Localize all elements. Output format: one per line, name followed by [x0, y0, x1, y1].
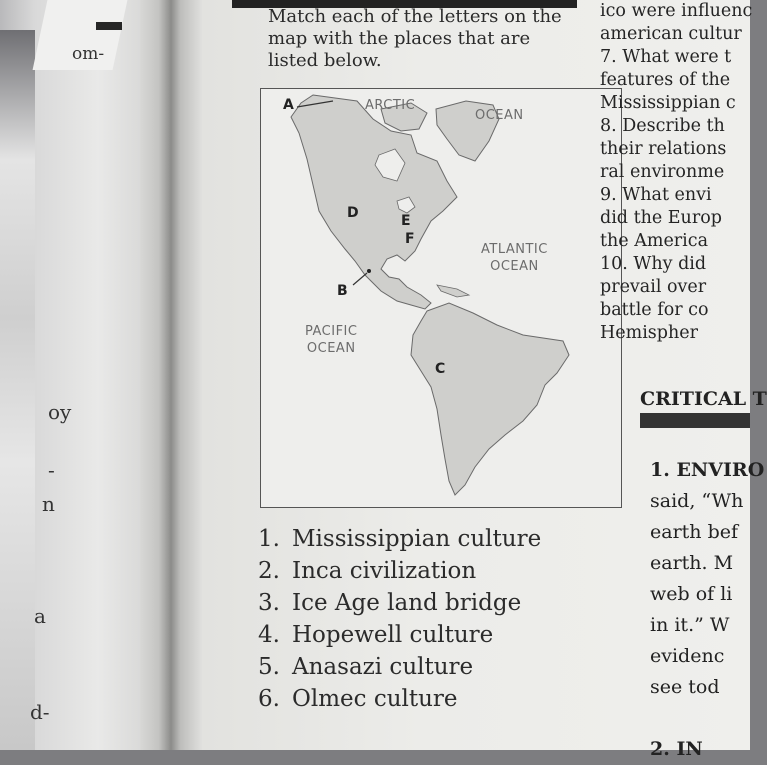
text-line: did the Europ [600, 208, 722, 228]
text-line: earth bef [650, 521, 739, 543]
text-line: Mississippian c [600, 93, 736, 113]
question-9: 9. What envi [600, 185, 712, 205]
left-text-fragment: om- [72, 44, 105, 64]
left-text-fragment: a [34, 604, 46, 628]
text-line: earth. M [650, 552, 734, 574]
list-item [258, 654, 578, 686]
text-line: the America [600, 231, 709, 251]
text-line: see tod [650, 676, 720, 698]
list-item [258, 622, 578, 654]
map-letter-d: D [347, 205, 359, 221]
spacer-line [650, 703, 750, 734]
text-line: american cultur [600, 24, 742, 44]
letter-b-marker [367, 269, 371, 273]
text-line: said, “Wh [650, 490, 744, 512]
left-text-fragment: n [42, 492, 55, 516]
text-line: Hemispher [600, 323, 698, 343]
question-8: 8. Describe th [600, 116, 725, 136]
list-label: Hopewell culture [292, 622, 494, 648]
caribbean-islands [437, 285, 469, 297]
map-drawing [261, 89, 621, 507]
letter-b-pointer [353, 273, 367, 285]
item-heading: 1. ENVIRO [650, 459, 765, 481]
text-line: ral environme [600, 162, 725, 182]
item-heading: 2. IN [650, 738, 703, 760]
text-line: battle for co [600, 300, 709, 320]
list-label: Mississippian culture [292, 526, 542, 552]
atlantic-ocean-label: ATLANTIC OCEAN [481, 242, 548, 274]
list-label: Ice Age land bridge [292, 590, 522, 616]
left-text-fragment: - [48, 458, 55, 482]
question-10: 10. Why did [600, 254, 707, 274]
header-bar-left [96, 22, 122, 30]
book-gutter [140, 0, 202, 750]
list-item [258, 526, 578, 558]
section-title-bar [640, 413, 750, 428]
left-text-fragment: oy [48, 400, 72, 424]
critical-thinking-text [650, 455, 765, 765]
left-page-edge [0, 30, 35, 750]
text-line: evidenc [650, 645, 725, 667]
left-text-fragment: d- [30, 700, 50, 724]
instructions: Match each of the letters on the map with the places that are listed below. [268, 6, 562, 71]
map-letter-c: C [435, 361, 446, 377]
list-label: Anasazi culture [292, 654, 474, 680]
list-number: 4. [258, 622, 280, 648]
places-list [258, 526, 578, 718]
list-number: 1. [258, 526, 280, 552]
right-column-text [600, 0, 753, 345]
text-line: ico were influenc [600, 1, 753, 21]
south-america-landmass [411, 303, 569, 495]
text-line: prevail over [600, 277, 707, 297]
list-number: 2. [258, 558, 280, 584]
map-letter-b: B [337, 283, 348, 299]
list-item [258, 686, 578, 718]
map-letter-e: E [401, 213, 411, 229]
list-number: 3. [258, 590, 280, 616]
list-number: 6. [258, 686, 280, 712]
question-7: 7. What were t [600, 47, 732, 67]
text-line: web of li [650, 583, 733, 605]
north-america-landmass [291, 95, 457, 309]
list-number: 5. [258, 654, 280, 680]
americas-map [260, 88, 622, 508]
list-item [258, 590, 578, 622]
map-letter-a: A [283, 97, 294, 113]
list-label: Inca civilization [292, 558, 477, 584]
list-item [258, 558, 578, 590]
text-line: in it.” W [650, 614, 730, 636]
pacific-ocean-label: PACIFIC OCEAN [305, 324, 358, 356]
section-title: CRITICAL T [640, 388, 767, 410]
arctic-label: ARCTIC [365, 98, 416, 113]
list-label: Olmec culture [292, 686, 458, 712]
map-letter-f: F [405, 231, 415, 247]
text-line: their relations [600, 139, 727, 159]
text-line: features of the [600, 70, 731, 90]
arctic-ocean-label: OCEAN [475, 108, 524, 123]
